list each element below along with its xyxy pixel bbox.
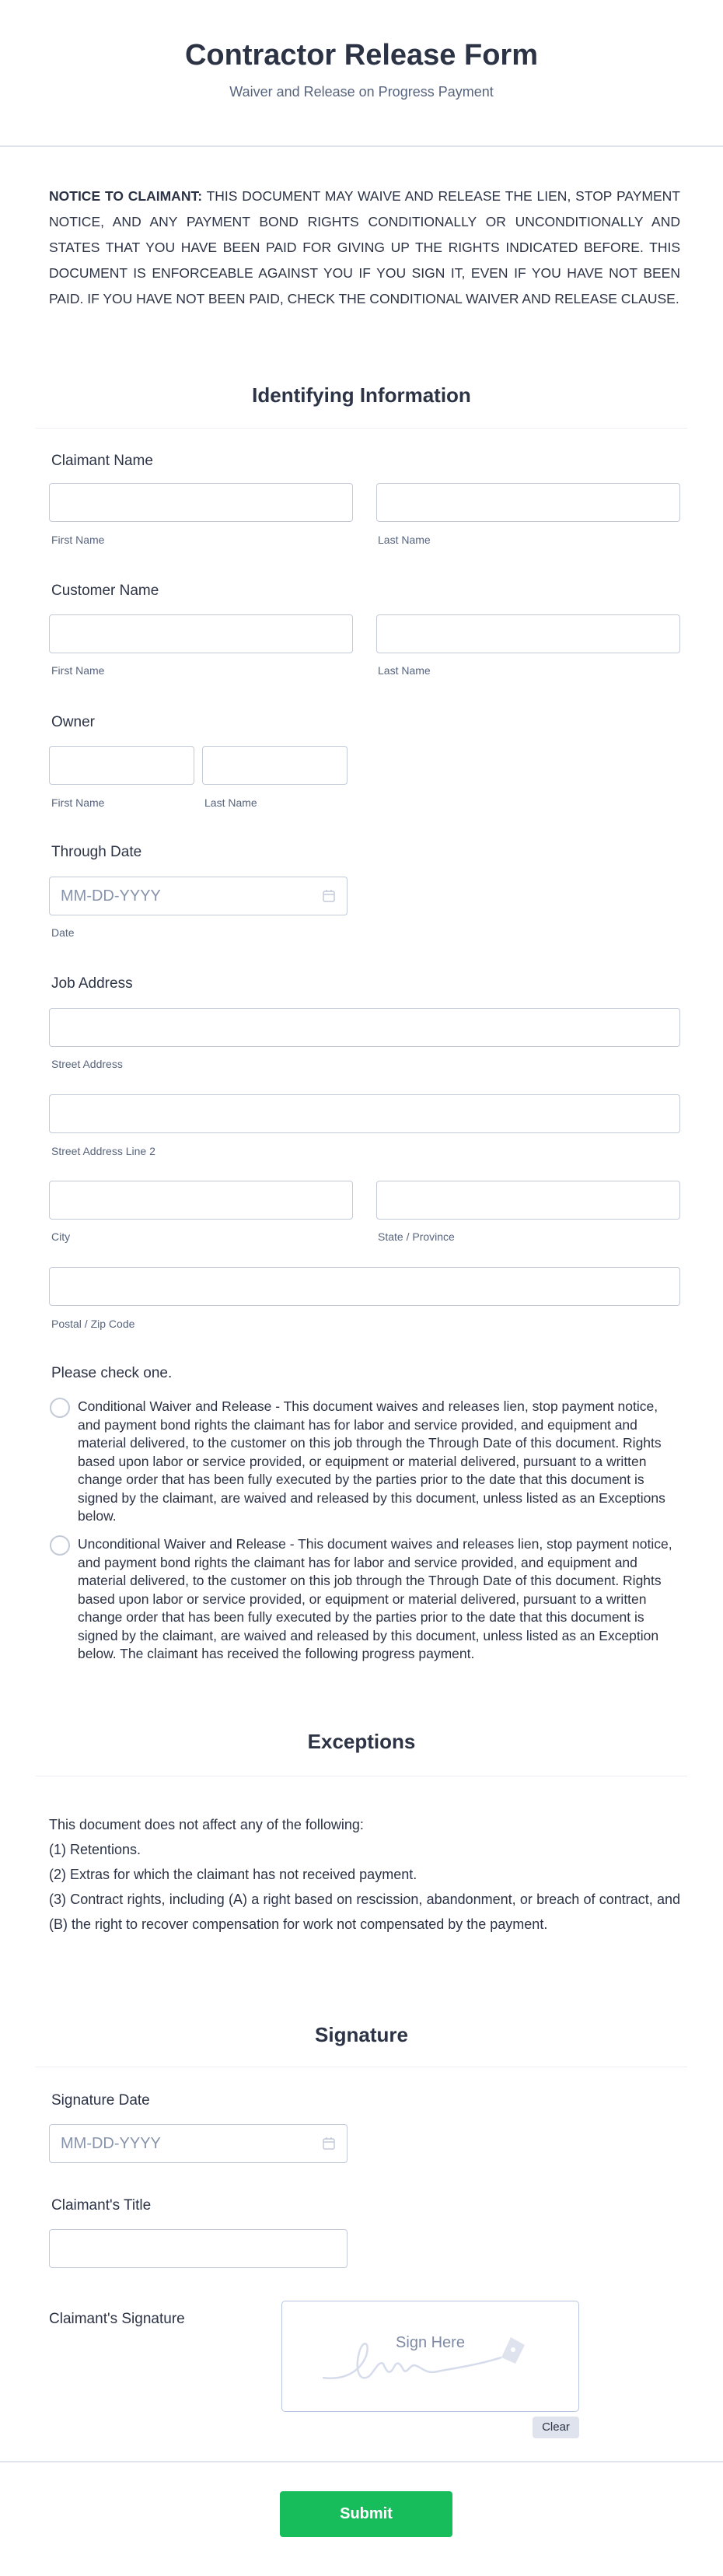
notice-to-claimant	[49, 184, 680, 312]
owner-first-name-input[interactable]	[49, 746, 194, 785]
claimant-title-label: Claimant's Title	[51, 2197, 152, 2214]
sublabel: Last Name	[378, 664, 431, 677]
conditional-waiver-radio[interactable]	[50, 1398, 70, 1418]
city-input[interactable]	[49, 1181, 353, 1220]
unconditional-waiver-radio[interactable]	[50, 1535, 70, 1556]
sublabel: Date	[51, 926, 75, 939]
customer-last-name-input[interactable]	[376, 614, 680, 653]
section-divider	[36, 428, 687, 429]
signature-scribble-icon	[321, 2333, 547, 2387]
through-date-label: Through Date	[51, 844, 142, 860]
signature-pad[interactable]	[281, 2301, 579, 2412]
sublabel: First Name	[51, 664, 105, 677]
owner-label: Owner	[51, 714, 95, 730]
submit-button[interactable]: Submit	[280, 2491, 452, 2537]
notice-body: THIS DOCUMENT MAY WAIVE AND RELEASE THE LIEN, STOP PAYMENT NOTICE, AND ANY PAYMENT BOND RIGHTS CONDITIONALLY OR UNCONDITIONALLY AND STATES THAT YOU HAVE BEEN PAID FOR GIVING UP THE RIGHTS INDICATED BEFORE. THIS DOCUMENT IS ENFORCEABLE AGAINST YOU IF YOU SIGN IT, EVEN IF YOU HAVE NOT BEEN PAID. IF YOU HAVE NOT BEEN PAID, CHECK THE CONDITIONAL WAIVER AND RELEASE CLAUSE.	[49, 188, 680, 306]
footer-divider	[0, 2461, 723, 2462]
claimant-first-name-input[interactable]	[49, 483, 353, 522]
sublabel: First Name	[51, 796, 105, 809]
sublabel: Last Name	[204, 796, 257, 809]
sign-here-text: Sign Here	[396, 2334, 465, 2351]
sublabel: Last Name	[378, 534, 431, 546]
conditional-waiver-option-label[interactable]: Conditional Waiver and Release - This document waives and releases lien, stop payment notice, and payment bond rights the claimant has for labor and service provided, and equipment and material delivered, to the customer on this job through the Through Date of this document. Rights based upon labor or service provided, or equipment or material delivered, pursuant to a written change order that has been fully executed by the parties prior to the date that this document is signed by the claimant, are waived and released by this document, unless listed as an Exceptions below.	[78, 1398, 665, 1524]
sublabel: First Name	[51, 534, 105, 546]
notice-lead: NOTICE TO CLAIMANT:	[49, 188, 203, 204]
claimant-signature-label: Claimant's Signature	[49, 2311, 185, 2327]
form-subtitle: Waiver and Release on Progress Payment	[229, 84, 494, 100]
form-title: Contractor Release Form	[184, 39, 538, 72]
signature-date-label: Signature Date	[51, 2092, 150, 2109]
postal-code-input[interactable]	[49, 1267, 680, 1306]
sublabel: Postal / Zip Code	[51, 1318, 135, 1330]
unconditional-waiver-option-label[interactable]: Unconditional Waiver and Release - This document waives and releases lien, stop payment notice, and payment bond rights the claimant has for labor and service provided, and equipment and material delivered, to the customer on this job through the Through Date of this document. Rights based upon labor or service provided, or equipment or material delivered, pursuant to a written change order that has been fully executed by the parties prior to the date that this document is signed by the claimant, are waived and released by this document, unless listed as an Exception below. The claimant has received the following progress payment.	[78, 1536, 672, 1661]
exception-line: This document does not affect any of the following:	[49, 1817, 364, 1832]
owner-last-name-input[interactable]	[202, 746, 348, 785]
sublabel: State / Province	[378, 1230, 455, 1243]
customer-first-name-input[interactable]	[49, 614, 353, 653]
clear-signature-button[interactable]: Clear	[533, 2417, 579, 2438]
sublabel: City	[51, 1230, 71, 1243]
calendar-icon[interactable]	[322, 2137, 336, 2151]
sublabel: Street Address	[51, 1058, 123, 1070]
date-placeholder: MM-DD-YYYY	[61, 887, 161, 905]
calendar-icon[interactable]	[322, 889, 336, 903]
street-address-line2-input[interactable]	[49, 1094, 680, 1133]
job-address-label: Job Address	[51, 975, 133, 992]
signature-date-input[interactable]	[49, 2124, 348, 2163]
section-heading-exceptions: Exceptions	[307, 1730, 416, 1753]
header-divider	[0, 145, 723, 147]
claimant-title-input[interactable]	[49, 2229, 348, 2268]
exception-line: (1) Retentions.	[49, 1842, 141, 1857]
section-heading-signature: Signature	[315, 2023, 408, 2046]
street-address-input[interactable]	[49, 1008, 680, 1047]
exceptions-text	[49, 1812, 680, 1937]
section-heading-identifying: Identifying Information	[252, 383, 471, 407]
check-one-label: Please check one.	[51, 1365, 173, 1381]
customer-name-label: Customer Name	[51, 583, 159, 599]
state-input[interactable]	[376, 1181, 680, 1220]
sublabel: Street Address Line 2	[51, 1145, 155, 1157]
through-date-input[interactable]	[49, 877, 348, 915]
exception-line: (2) Extras for which the claimant has not received payment.	[49, 1867, 417, 1882]
claimant-last-name-input[interactable]	[376, 483, 680, 522]
claimant-name-label: Claimant Name	[51, 453, 153, 469]
exception-line: (3) Contract rights, including (A) a right based on rescission, abandonment, or breach of contract, and (B) the right to recover compensation for work not compensated by the payment.	[49, 1892, 680, 1932]
date-placeholder: MM-DD-YYYY	[61, 2135, 161, 2152]
